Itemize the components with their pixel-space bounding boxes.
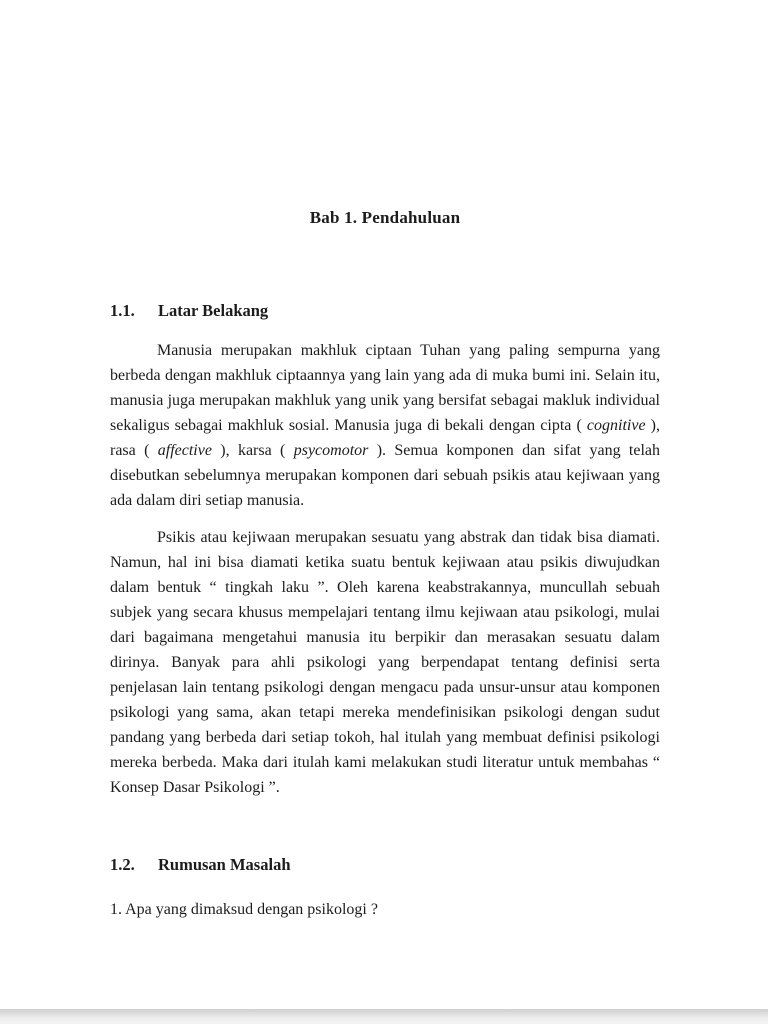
section-latar-belakang (110, 301, 660, 800)
document-title: Bab 1. Pendahuluan (309, 208, 461, 227)
section-heading-rumusan-masalah (110, 855, 660, 875)
paragraph-latar-belakang-2: Psikis atau kejiwaan merupakan sesuatu yang abstrak dan tidak bisa diamati. Namun, hal ini bisa diamati ketika suatu bentuk kejiwaan atau psikis diwujudkan dalam bentuk “ tingkah laku ”. Oleh karena keabstrakannya, muncullah sebuah subjek yang secara khusus mempelajari tentang ilmu kejiwaan atau psikologi, mulai dari bagaimana mengetahui manusia itu berpikir dan merasakan sesuatu dalam dirinya. Banyak para ahli psikologi yang berpendapat tentang definisi serta penjelasan lain tentang psikologi dengan mengacu pada unsur-unsur atau komponen psikologi yang sama, akan tetapi mereka mendefinisikan psikologi dengan sudut pandang yang berbeda dari setiap tokoh, hal itulah yang membuat definisi psikologi mereka berbeda. Maka dari itulah kami melakukan studi literatur untuk membahas “ Konsep Dasar Psikologi ”. (110, 529, 660, 796)
paragraph-latar-belakang-1 (110, 338, 660, 513)
rumusan-masalah-item-1: 1. Apa yang dimaksud dengan psikologi ? (110, 901, 378, 918)
section-number: 1.1. (110, 301, 135, 320)
section-number: 1.2. (110, 855, 135, 874)
italic-term-cognitive: cognitive (586, 417, 646, 434)
paragraph-text-segment: Manusia merupakan makhluk ciptaan Tuhan yang paling sempurna yang berbeda dengan makhluk ciptaannya yang lain yang ada di muka bumi ini. Selain itu, manusia juga merupakan makhluk yang unik yang bersifat sebagai makluk individual sekaligus sebagai makhluk sosial. Manusia juga di bekali dengan cipta ( (110, 342, 660, 434)
italic-term-affective: affective (157, 442, 212, 459)
paragraph-text-segment: ), karsa ( (211, 442, 294, 459)
italic-term-psycomotor: psycomotor (293, 442, 369, 459)
section-heading-latar-belakang (110, 301, 660, 321)
paragraph-text-segment: ). Semua komponen dan sifat yang telah disebutkan sebelumnya merupakan komponen dari sebuah psikis atau kejiwaan yang ada dalam diri setiap manusia. (110, 442, 660, 509)
page-bottom-edge (0, 1009, 768, 1024)
paragraph-text-segment: ), rasa ( (110, 417, 660, 459)
section-title: Latar Belakang (158, 301, 269, 320)
section-title: Rumusan Masalah (158, 855, 291, 874)
section-rumusan-masalah (110, 855, 660, 922)
